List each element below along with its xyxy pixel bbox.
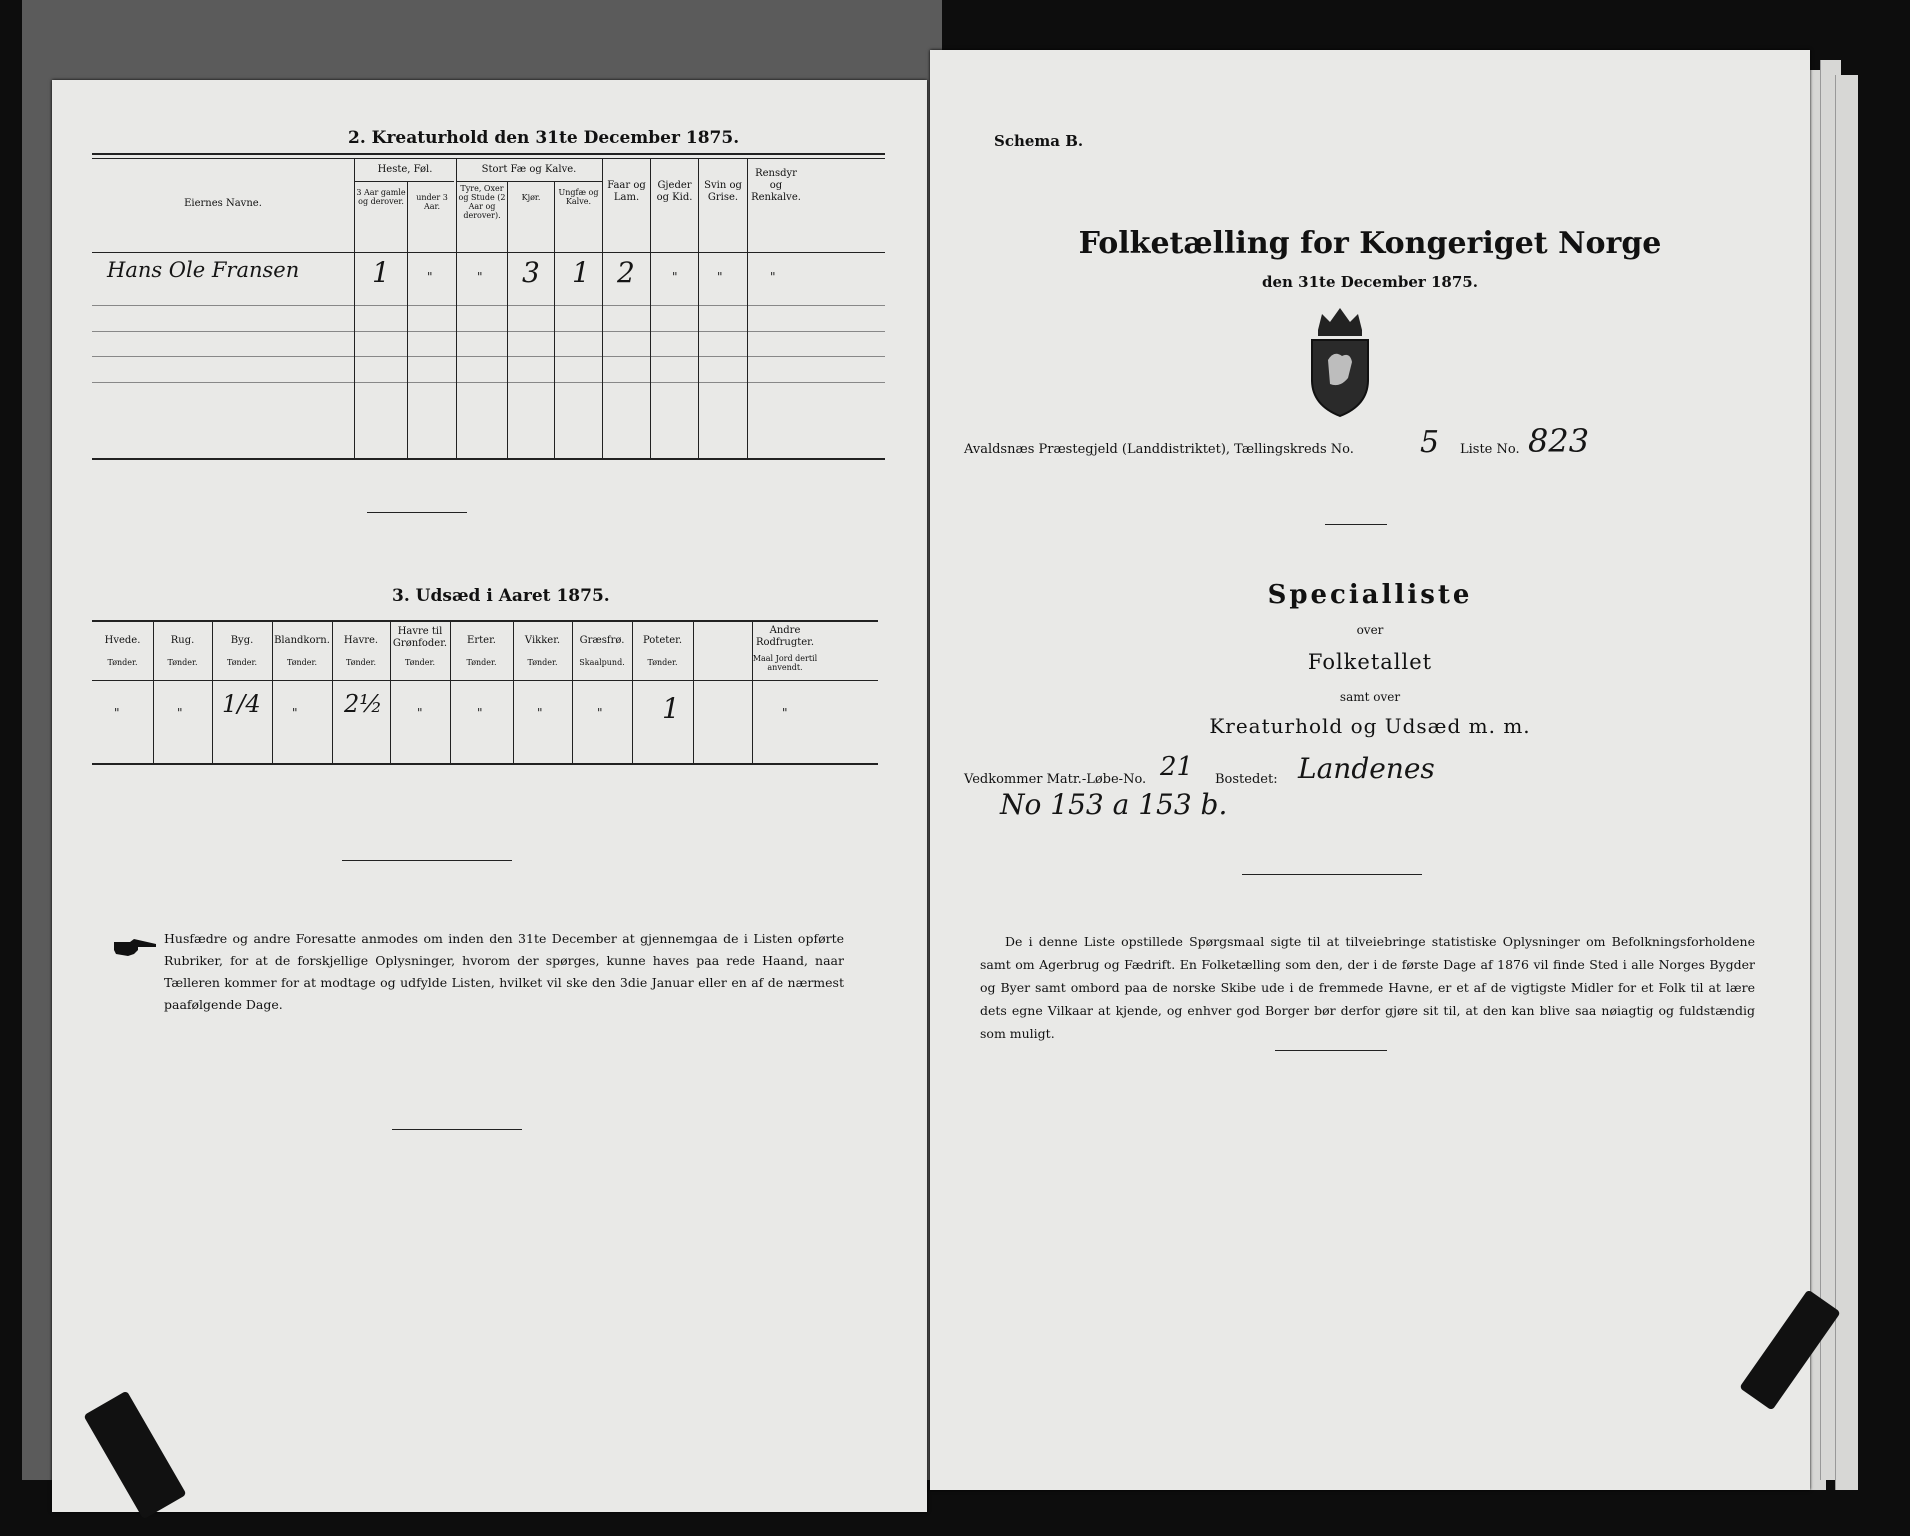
header-graesfro: Græsfrø. [579,635,625,646]
value-byg: 1/4 [222,690,261,718]
unit-erter: Tønder. [466,658,497,667]
section-3-title: 3. Udsæd i Aaret 1875. [392,586,610,606]
header-havre-gronfoder: Havre til Grønfoder. [392,626,448,649]
header-erter: Erter. [467,635,496,646]
value-havre: 2½ [344,690,383,718]
census-date: den 31te December 1875. [1262,273,1478,291]
table-bottom-rule [92,458,885,460]
header-cattle: Stort Fæ og Kalve. [481,164,577,175]
header-rug: Rug. [170,635,195,646]
header-havre: Havre. [343,635,379,646]
value-blandkorn: " [292,706,298,720]
unit-andre: Maal Jord dertil anvendt. [752,654,818,672]
header-goats: Gjeder og Kid. [656,180,693,203]
header-cattle-young: Ungfæ og Kalve. [558,188,599,206]
schema-label: Schema B. [994,132,1084,150]
value-rug: " [177,706,183,720]
separator [1325,524,1387,525]
value-havre-gronfoder: " [417,706,423,720]
table-top-rule-thin [92,158,885,159]
value-hvede: " [114,706,120,720]
liste-label: Liste No. [1460,442,1520,457]
matr-number: 21 [1160,752,1194,782]
header-cattle-bulls: Tyre, Oxer og Stude (2 Aar og derover). [458,184,506,220]
header-sheep: Faar og Lam. [607,180,646,203]
page-edge [1835,75,1858,1490]
right-page [930,50,1810,1490]
value-erter: " [477,706,483,720]
unit-graesfro: Skaalpund. [579,658,625,667]
samt-over-text: samt over [1339,690,1401,704]
unit-poteter: Tønder. [647,658,678,667]
folketallet-heading: Folketallet [1307,650,1433,674]
value-goats: " [672,270,678,284]
table-header-rule [92,252,885,253]
header-vikker: Vikker. [524,635,561,646]
bosted-label: Bostedet: [1215,772,1278,787]
value-vikker: " [537,706,543,720]
value-horses-old: 1 [372,256,390,289]
col-rule [693,620,694,763]
notice-text: Husfædre og andre Foresatte anmodes om inden den 31te December at gjennemgaa de i Listen opførte Rubriker, for at de forskjellige Oplysninger, hvorom der spørges, kunne haves paa rede Haand, naar Tælleren kommer for at modtage og udfylde Listen, hvilket vil ske den 3die Januar eller en af de nærmest paafølgende Dage. [164,931,844,1012]
district-label: Avaldsnæs Præstegjeld (Landdistriktet), Tællingskreds No. [964,442,1354,457]
kreds-number: 5 [1420,425,1440,460]
row-rule [92,305,885,306]
table-header-rule [92,680,878,681]
bosted-value: Landenes [1298,752,1435,785]
coat-of-arms-icon [1300,300,1380,420]
census-title: Folketælling for Kongeriget Norge [1078,226,1662,261]
unit-byg: Tønder. [226,658,258,667]
row-rule [92,331,885,332]
left-page [52,80,927,1512]
kreaturhold-heading: Kreaturhold og Udsæd m. m. [1209,714,1531,738]
liste-number: 823 [1528,422,1590,460]
header-blandkorn: Blandkorn. [274,635,330,646]
value-horses-young: " [427,270,433,284]
separator [367,512,467,513]
col-rule [507,181,508,458]
info-paragraph: De i denne Liste opstillede Spørgsmaal sigte til at tilveiebringe statistiske Oplysninger om Befolkningsforholdene samt om Agerbrug og Fædrift. En Folketælling som den, der i de første Dage af 1876 vil finde Sted i alle Norges Bygder og Byer samt ombord paa de norske Skibe ude i de fremmede Havne, er et af de vigtigste Midler for et Folk til at lære dets egne Vilkaar at kjende, og enhver god Borger bør derfor gjøre sit til, at den kan blive saa nøiagtig og fuldstændig som muligt. [980,934,1755,1041]
col-rule [554,181,555,458]
unit-blandkorn: Tønder. [286,658,318,667]
over-text: over [1356,623,1384,637]
header-poteter: Poteter. [642,635,683,646]
value-pigs: " [717,270,723,284]
separator [1242,874,1422,875]
unit-havre: Tønder. [345,658,377,667]
unit-havre-gronfoder: Tønder. [404,658,436,667]
table-bottom-rule [92,763,878,765]
header-byg: Byg. [230,635,254,646]
value-reindeer: " [770,270,776,284]
matr-extra: No 153 a 153 b. [1000,788,1228,821]
value-andre: " [782,706,788,720]
header-pigs: Svin og Grise. [704,180,742,203]
specialliste-heading: Specialliste [1267,580,1473,610]
header-hvede: Hvede. [104,635,141,646]
header-horses: Heste, Føl. [377,164,433,175]
value-cattle-cows: 3 [522,256,540,289]
header-andre: Andre Rodfrugter. [755,625,815,648]
table-top-rule [92,153,885,155]
matr-label: Vedkommer Matr.-Løbe-No. [964,772,1147,787]
row-rule [92,356,885,357]
pointing-hand-icon [112,936,158,958]
separator [392,1129,522,1130]
separator [1275,1050,1387,1051]
header-horses-young: under 3 Aar. [416,193,448,211]
unit-rug: Tønder. [167,658,198,667]
value-poteter: 1 [662,692,680,725]
header-reindeer: Rensdyr og Renkalve. [751,168,801,203]
section-2-title: 2. Kreaturhold den 31te December 1875. [348,128,740,148]
cattle-group-rule [456,181,602,182]
unit-vikker: Tønder. [527,658,558,667]
header-owner: Eiernes Navne. [184,198,262,209]
table-top-rule [92,620,878,622]
header-cattle-cows: Kjør. [521,193,541,202]
horses-group-rule [354,181,454,182]
value-cattle-young: 1 [572,256,590,289]
row-rule [92,382,885,383]
owner-name: Hans Ole Fransen [107,258,300,282]
unit-hvede: Tønder. [107,658,138,667]
header-horses-old: 3 Aar gamle og derover. [356,188,406,206]
col-rule [407,181,408,458]
separator [342,860,512,861]
value-sheep: 2 [617,256,635,289]
value-graesfro: " [597,706,603,720]
value-cattle-bulls: " [477,270,483,284]
